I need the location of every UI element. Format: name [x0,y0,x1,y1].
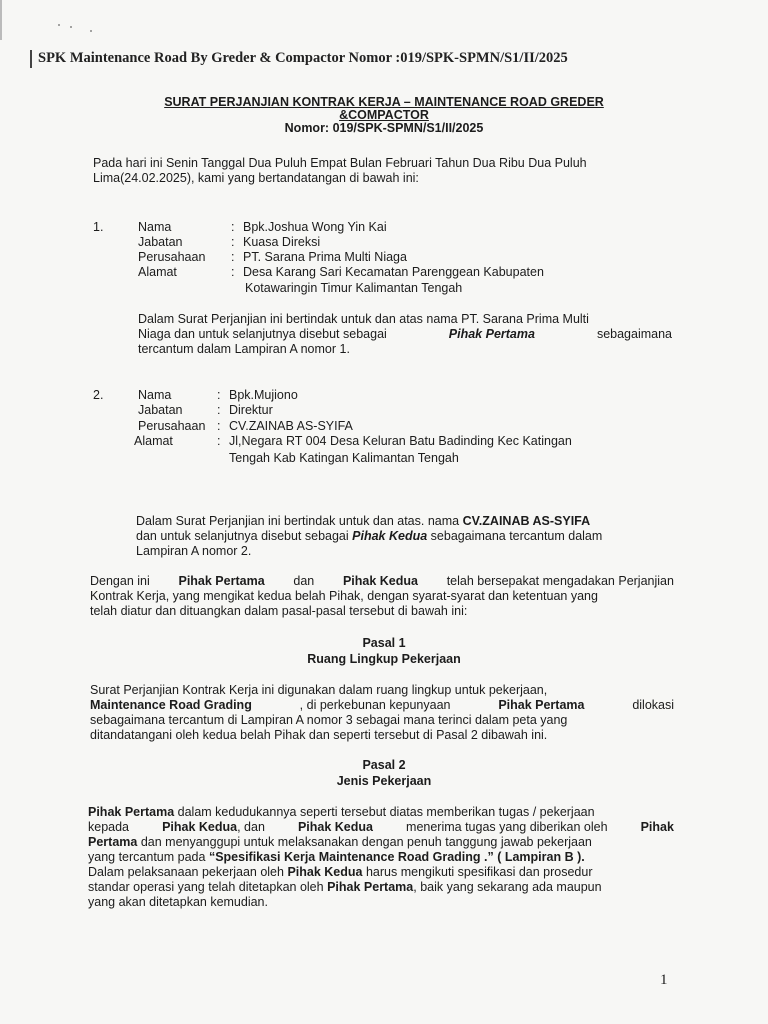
party1-alamat-cont: Kotawaringin Timur Kalimantan Tengah [245,281,463,295]
text: yang tercantum pada [88,850,206,864]
pihak-pertama-term: Pihak Pertama [88,805,175,819]
pasal2-line [88,805,674,820]
colon: : [217,403,221,417]
intro-line: Pada hari ini Senin Tanggal Dua Puluh Empat Bulan Februari Tahun Dua Ribu Dua Puluh [93,156,587,170]
party1-description [138,312,672,357]
text: standar operasi yang telah ditetapkan oleh [88,880,324,894]
colon: : [217,434,221,448]
desc-text: Dalam Surat Perjanjian ini bertindak untuk dan atas. nama [136,514,460,528]
pasal-number: Pasal 1 [362,636,406,650]
work-term: Maintenance Road Grading [90,698,252,712]
pihak-pertama-term: Pihak Pertama [498,698,585,712]
party1-alamat: Desa Karang Sari Kecamatan Parenggean Kabupaten [243,265,544,279]
desc-text: dan untuk selanjutnya disebut sebagai [136,529,349,543]
desc-text: Niaga dan untuk selanjutnya disebut sebagai [138,327,387,341]
document-number: Nomor: 019/SPK-SPMN/S1/II/2025 [284,121,484,135]
party1-nama: Bpk.Joshua Wong Yin Kai [243,220,387,234]
pihak-kedua-term: Pihak Kedua [297,820,373,834]
text: harus mengikuti spesifikasi dan prosedur [365,865,593,879]
pihak-pertama-term: Pihak Pertama [327,880,414,894]
desc-text: sebagaimana [596,327,672,341]
desc-line: Lampiran A nomor 2. [136,544,252,558]
colon: : [217,419,221,433]
desc-line: Dalam Surat Perjanjian ini bertindak untuk dan atas nama PT. Sarana Prima Multi [138,312,589,326]
pasal-title: Jenis Pekerjaan [336,774,432,788]
label-nama: Nama [138,220,172,234]
pasal1-line: ditandatangani oleh kedua belah Pihak dan seperti tersebut di Pasal 2 dibawah ini. [90,728,548,742]
pihak-pertama-term: Pihak Pertama [448,327,535,341]
text: , dan [237,820,265,834]
pasal1-heading [0,635,768,667]
intro-line: Lima(24.02.2025), kami yang bertandatangan di bawah ini: [93,171,419,185]
desc-text: sebagaimana tercantum dalam [430,529,603,543]
party2-jabatan: Direktur [229,403,273,417]
pihak-kedua-term: Pihak Kedua [352,529,428,543]
label-jabatan: Jabatan [138,403,183,417]
desc-line [136,529,672,544]
colon: : [231,220,235,234]
party2-alamat: Jl,Negara RT 004 Desa Keluran Batu Badinding Kec Katingan [229,434,572,448]
pasal2-line [88,835,674,850]
party2-perusahaan: CV.ZAINAB AS-SYIFA [229,419,353,433]
desc-line [136,514,672,529]
pasal1-body [90,683,674,743]
pihak-kedua-term: Pihak Kedua [162,820,238,834]
pihak-pertama-term: Pihak Pertama [178,574,265,588]
label-alamat: Alamat [138,265,177,279]
colon: : [231,235,235,249]
text: dan [293,574,315,588]
colon: : [231,265,235,279]
text: , baik yang sekarang ada maupun [413,880,602,894]
label-perusahaan: Perusahaan [138,250,206,264]
scan-speck [70,26,72,28]
text: dilokasi [632,698,674,712]
desc-line [138,327,672,342]
party2-alamat-cont: Tengah Kab Katingan Kalimantan Tengah [229,451,459,465]
header-rule [30,50,32,68]
party1-number: 1. [93,220,104,234]
agreement-line: Kontrak Kerja, yang mengikat kedua belah Pihak, dengan syarat-syarat dan ketentuan yang [90,589,598,603]
desc-line: tercantum dalam Lampiran A nomor 1. [138,342,350,356]
text: menerima tugas yang diberikan oleh [406,820,608,834]
pasal-title: Ruang Lingkup Pekerjaan [307,652,461,666]
party2-number: 2. [93,388,104,402]
pasal2-line [88,850,674,865]
scan-speck [90,30,92,32]
spec-reference: “Spesifikasi Kerja Maintenance Road Grading .” ( Lampiran B ). [208,850,585,864]
text: telah bersepakat mengadakan Perjanjian [446,574,674,588]
text: dan menyanggupi untuk melaksanakan dengan penuh tanggung jawab pekerjaan [140,835,592,849]
pasal1-line: sebagaimana tercantum di Lampiran A nomor 3 sebagai mana terinci dalam peta yang [90,713,568,727]
party2-nama: Bpk.Mujiono [229,388,298,402]
pasal1-line: Surat Perjanjian Kontrak Kerja ini digunakan dalam ruang lingkup untuk pekerjaan, [90,683,548,697]
text: dalam kedudukannya seperti tersebut diatas memberikan tugas / pekerjaan [177,805,595,819]
colon: : [217,388,221,402]
text: Dengan ini [90,574,150,588]
pasal2-line [88,880,674,895]
pasal2-line: yang akan ditetapkan kemudian. [88,895,268,909]
document-header: SPK Maintenance Road By Greder & Compactor Nomor :019/SPK-SPMN/S1/II/2025 [38,50,568,66]
label-perusahaan: Perusahaan [138,419,206,433]
pasal2-line [88,820,674,835]
title-line: SURAT PERJANJIAN KONTRAK KERJA – MAINTENANCE ROAD GREDER [164,95,604,109]
label-nama: Nama [138,388,172,402]
colon: : [231,250,235,264]
page-number: 1 [660,972,668,988]
pihak-kedua-term: Pihak Kedua [287,865,363,879]
pasal2-body [88,805,674,910]
label-alamat: Alamat [134,434,173,448]
pihak-kedua-term: Pihak Kedua [342,574,418,588]
label-jabatan: Jabatan [138,235,183,249]
party1-perusahaan: PT. Sarana Prima Multi Niaga [243,250,407,264]
pasal-number: Pasal 2 [362,758,406,772]
scan-speck [58,24,60,26]
text: Dalam pelaksanaan pekerjaan oleh [88,865,284,879]
agreement-line: telah diatur dan dituangkan dalam pasal-pasal tersebut di bawah ini: [90,604,468,618]
intro-paragraph [93,156,683,186]
text: , di perkebunan kepunyaan [299,698,451,712]
company-name: CV.ZAINAB AS-SYIFA [462,514,591,528]
pihak-term: Pihak [640,820,674,834]
pertama-term: Pertama [88,835,138,849]
agreement-line [90,574,674,589]
pasal2-line [88,865,674,880]
document-title [0,96,768,135]
agreement-paragraph [90,574,674,619]
party2-description [136,514,672,559]
text: kepada [88,820,130,834]
party1-jabatan: Kuasa Direksi [243,235,321,249]
pasal2-heading [0,757,768,789]
title-line: &COMPACTOR [339,108,429,122]
scan-edge [0,0,2,40]
pasal1-line [90,698,674,713]
